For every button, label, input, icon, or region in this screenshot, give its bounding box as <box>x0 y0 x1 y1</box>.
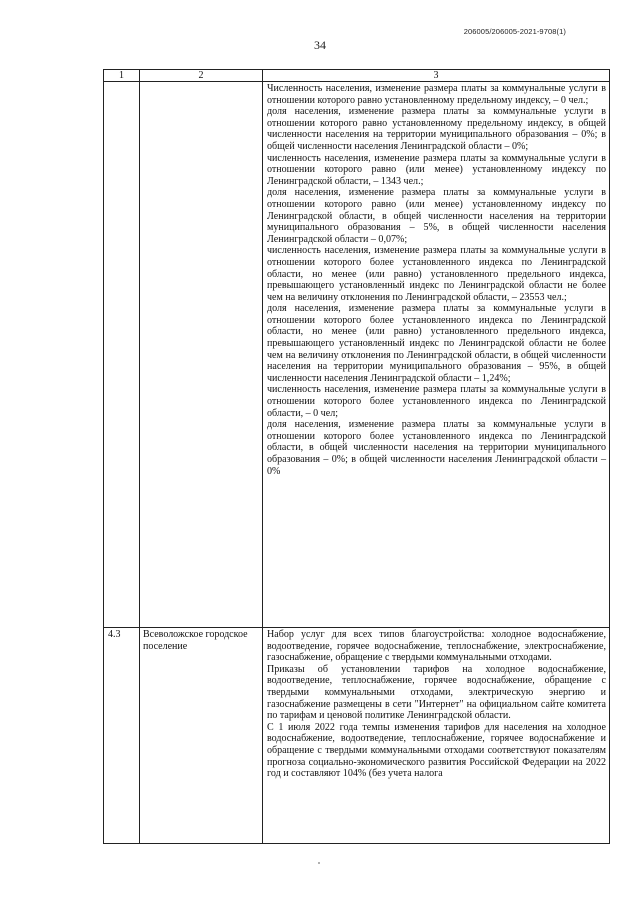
row-number-cell <box>104 628 140 844</box>
row-content <box>263 82 609 627</box>
row-name: Всеволожское городское поселение <box>143 629 248 652</box>
page-number: 34 <box>314 38 326 52</box>
row-content-cell <box>263 82 610 628</box>
paragraph: доля населения, изменение размера платы за коммунальные услуги в отношении которого более установленного индекса по Ленинградской области, в общей численности населения на территории муниципального образования – 0%; в общей численности населения Ленинградской области – 0% <box>267 419 606 477</box>
row-number-cell <box>104 82 140 628</box>
header-col-1: 1 <box>104 70 140 82</box>
row-content <box>263 628 609 843</box>
paragraph: С 1 июля 2022 года темпы изменения тарифов для населения на холодное водоснабжение, водоотведение, теплоснабжение, горячее водоснабжение и обращение с твердыми коммунальными отходами соответствуют показателям прогноза социально-экономического развития Российской Федерации на 2022 год и составляют 104% (без учета налога <box>267 721 606 780</box>
paragraph: численность населения, изменение размера платы за коммунальные услуги в отношении которого более установленного индекса по Ленинградской области, но менее (или равно) установленного предельного индекса, превышающего установленный индекс по Ленинградской области не более чем на величину отклонения по Ленинградской области, – 23553 чел.; <box>267 245 606 303</box>
paragraph: доля населения, изменение размера платы за коммунальные услуги в отношении которого равно установленному предельному индексу, в общей численности населения на территории муниципального образования – 0%; в общей численности населения Ленинградской области – 0%; <box>267 106 606 152</box>
scan-speck <box>318 862 320 864</box>
paragraph: доля населения, изменение размера платы за коммунальные услуги в отношении которого более установленного индекса по Ленинградской области, но менее (или равно) установленного предельного индекса, превышающего установленный индекс по Ленинградской области не более чем на величину отклонения по Ленинградской области, в общей численности населения на территории муниципального образования – 95%, в общей численности населения Ленинградской области – 1,24%; <box>267 303 606 384</box>
row-number: 4.3 <box>108 629 121 640</box>
table-row <box>104 628 610 844</box>
table-header-row <box>104 70 610 82</box>
row-name-cell <box>140 628 263 844</box>
paragraph: Численность населения, изменение размера платы за коммунальные услуги в отношении которого равно установленному предельному индексу, – 0 чел.; <box>267 83 606 106</box>
header-col-2: 2 <box>140 70 263 82</box>
paragraph: Набор услуг для всех типов благоустройства: холодное водоснабжение, водоотведение, горячее водоснабжение, теплоснабжение, электроснабжение, газоснабжение, обращение с твердыми коммунальными отходами. <box>267 629 606 664</box>
paragraph: Приказы об установлении тарифов на холодное водоснабжение, водоотведение, теплоснабжение, горячее водоснабжение, обращение с твердыми коммунальными отходами, электрическую энергию и газоснабжение размещены в сети "Интернет" на официальном сайте комитета по тарифам и ценовой политике Ленинградской области. <box>267 663 606 722</box>
row-content-cell <box>263 628 610 844</box>
header-col-3: 3 <box>263 70 610 82</box>
data-table <box>103 69 610 844</box>
row-name <box>140 82 262 83</box>
paragraph: доля населения, изменение размера платы за коммунальные услуги в отношении которого равно (или менее) установленному индексу по Ленинградской области, в общей численности населения на территории муниципального образования – 5%, в общей численности населения Ленинградской области – 0,07%; <box>267 187 606 245</box>
row-name-cell <box>140 82 263 628</box>
paragraph: численность населения, изменение размера платы за коммунальные услуги в отношении которого более установленного индекса по Ленинградской области, – 0 чел; <box>267 384 606 419</box>
table-row <box>104 82 610 628</box>
paragraph: численность населения, изменение размера платы за коммунальные услуги в отношении которого равно (или менее) установленному индексу по Ленинградской области, – 1343 чел.; <box>267 152 606 187</box>
row-number <box>104 82 139 83</box>
document-id: 206005/206005-2021-9708(1) <box>463 27 566 36</box>
